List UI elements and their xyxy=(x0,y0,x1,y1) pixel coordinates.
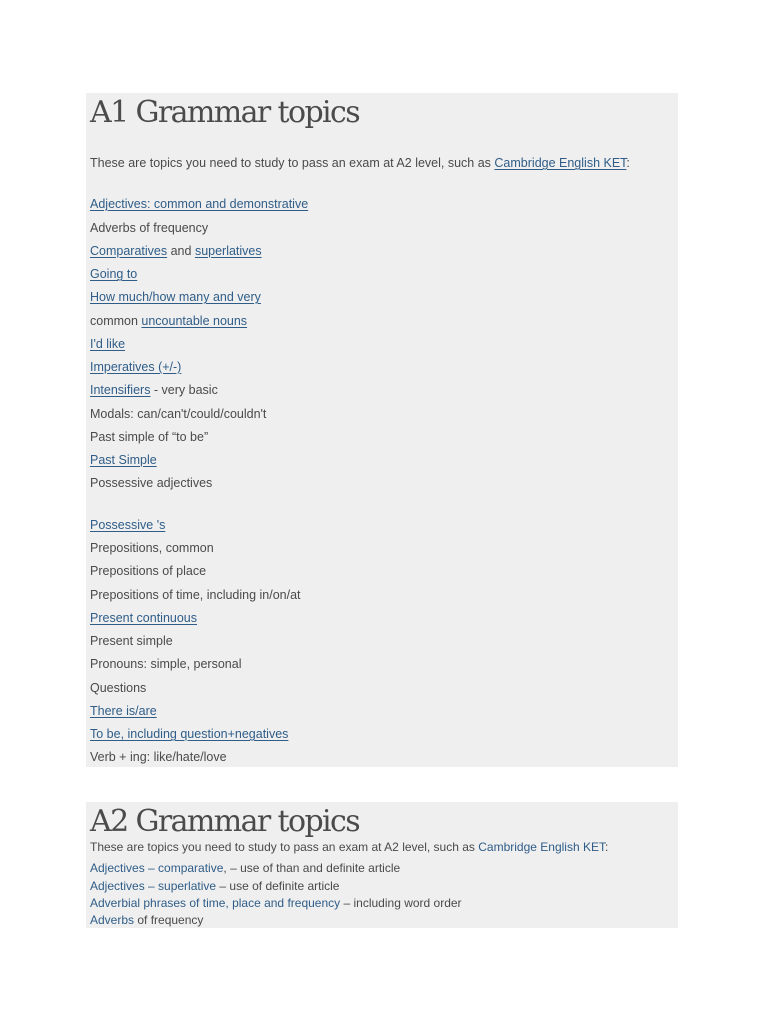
a1-intro-colon: : xyxy=(626,156,630,170)
list-item xyxy=(90,517,165,533)
uncountable-nouns-link[interactable]: uncountable nouns xyxy=(141,314,248,328)
list-item: Present simple xyxy=(90,634,173,648)
adjectives-comparative-note: , – use of than and definite article xyxy=(223,861,401,875)
list-item: Prepositions of place xyxy=(90,564,207,578)
a1-section xyxy=(86,93,678,767)
list-item xyxy=(90,726,288,742)
list-item xyxy=(90,196,308,212)
list-item xyxy=(90,878,339,894)
a2-intro xyxy=(90,839,608,855)
going-to-link[interactable]: Going to xyxy=(90,267,138,281)
list-item xyxy=(90,912,203,928)
list-item: Modals: can/can't/could/couldn't xyxy=(90,407,267,421)
list-item: Past simple of “to be” xyxy=(90,430,209,444)
list-item: Adverbs of frequency xyxy=(90,221,209,235)
adverbs-note: of frequency xyxy=(134,913,204,927)
list-item xyxy=(90,860,400,876)
a1-intro-text: These are topics you need to study to pass an exam at A2 level, such as xyxy=(90,156,495,170)
to-be-link[interactable]: To be, including question+negatives xyxy=(90,727,289,741)
adverbs-link[interactable]: Adverbs xyxy=(90,913,135,927)
list-item xyxy=(90,313,247,329)
a2-section xyxy=(86,802,678,928)
list-item xyxy=(90,382,218,398)
list-item xyxy=(90,452,157,468)
list-item: Prepositions, common xyxy=(90,541,214,555)
intensifiers-link[interactable]: Intensifiers xyxy=(90,383,151,397)
adjectives-superlative-note: – use of definite article xyxy=(216,879,340,893)
a1-heading: A1 Grammar topics xyxy=(90,95,360,130)
a2-intro-text: These are topics you need to study to pass an exam at A2 level, such as xyxy=(90,840,479,854)
a2-heading: A2 Grammar topics xyxy=(90,804,360,839)
past-simple-link[interactable]: Past Simple xyxy=(90,453,157,467)
intensifiers-note: - very basic xyxy=(150,383,218,397)
list-item: Questions xyxy=(90,681,147,695)
common-text: common xyxy=(90,314,142,328)
how-much-link[interactable]: How much/how many and very xyxy=(90,290,261,304)
list-item xyxy=(90,703,157,719)
list-item xyxy=(90,266,137,282)
list-item: Pronouns: simple, personal xyxy=(90,657,242,671)
adverbial-phrases-link[interactable]: Adverbial phrases of time, place and frequency xyxy=(90,896,341,910)
list-item xyxy=(90,895,462,911)
there-is-link[interactable]: There is/are xyxy=(90,704,157,718)
list-item: Possessive adjectives xyxy=(90,476,213,490)
list-item xyxy=(90,289,261,305)
comparatives-link[interactable]: Comparatives xyxy=(90,244,168,258)
and-text: and xyxy=(167,244,195,258)
adjectives-superlative-link[interactable]: Adjectives – superlative xyxy=(90,879,217,893)
list-item xyxy=(90,359,181,375)
list-item xyxy=(90,610,197,626)
id-like-link[interactable]: I'd like xyxy=(90,337,126,351)
adjectives-comparative-link[interactable]: Adjectives – comparative xyxy=(90,861,224,875)
list-item: Verb + ing: like/hate/love xyxy=(90,750,227,764)
a2-intro-colon: : xyxy=(604,840,609,854)
a1-intro xyxy=(90,155,630,171)
possessive-s-link[interactable]: Possessive 's xyxy=(90,518,166,532)
present-continuous-link[interactable]: Present continuous xyxy=(90,611,198,625)
list-item xyxy=(90,243,262,259)
list-item: Prepositions of time, including in/on/at xyxy=(90,588,301,602)
list-item xyxy=(90,336,125,352)
superlatives-link[interactable]: superlatives xyxy=(194,244,262,258)
a2-ket-link[interactable]: Cambridge English KET xyxy=(478,840,605,854)
adjectives-link[interactable]: Adjectives: common and demonstrative xyxy=(90,197,309,211)
a1-ket-link[interactable]: Cambridge English KET xyxy=(494,156,627,170)
adverbial-phrases-note: – including word order xyxy=(340,896,462,910)
imperatives-link[interactable]: Imperatives (+/-) xyxy=(90,360,182,374)
